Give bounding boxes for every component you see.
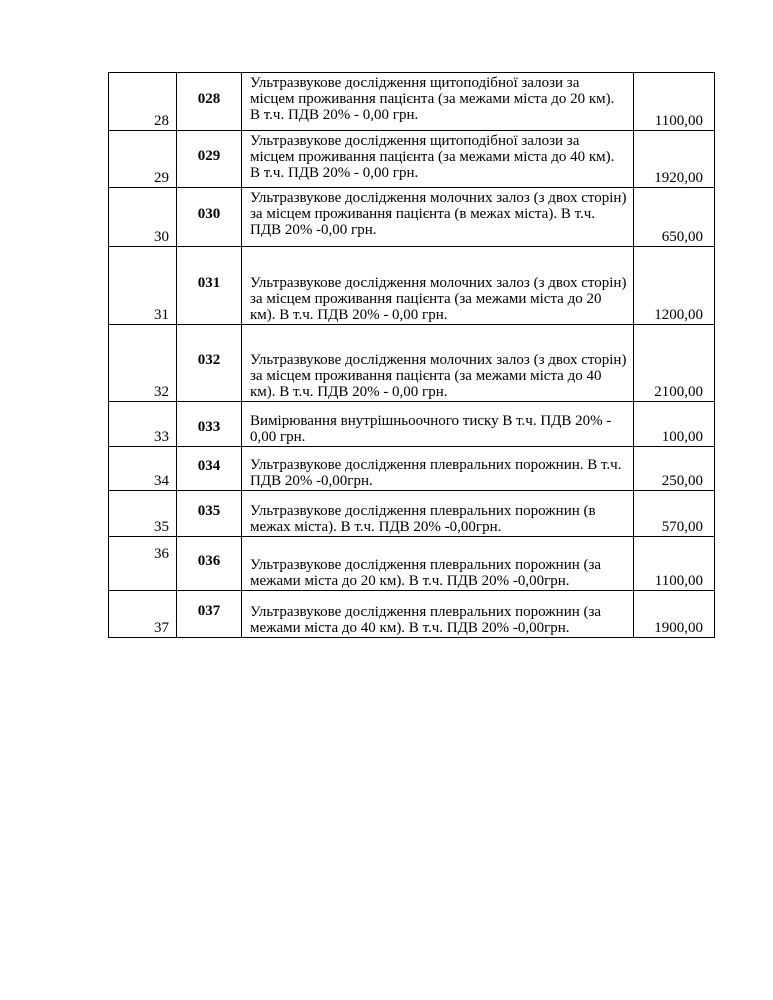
table-row (109, 591, 715, 638)
row-number: 29 (109, 131, 177, 188)
service-price: 250,00 (634, 447, 715, 491)
service-description: Ультразвукове дослідження щитоподібної залози за місцем проживання пацієнта (за межами міста до 20 км). В т.ч. ПДВ 20% - 0,00 грн. (242, 73, 634, 131)
table-row (109, 188, 715, 247)
table-row (109, 447, 715, 491)
table-row (109, 131, 715, 188)
service-price: 1900,00 (634, 591, 715, 638)
table-row (109, 537, 715, 591)
service-price: 1100,00 (634, 537, 715, 591)
row-number: 33 (109, 402, 177, 447)
service-price: 100,00 (634, 402, 715, 447)
service-description: Ультразвукове дослідження плевральних порожнин (в межах міста). В т.ч. ПДВ 20% -0,00грн. (242, 491, 634, 537)
row-number: 36 (109, 537, 177, 591)
service-price: 1920,00 (634, 131, 715, 188)
service-description: Ультразвукове дослідження молочних залоз (з двох сторін) за місцем проживання пацієнта (за межами міста до 40 км). В т.ч. ПДВ 20% - 0,00 грн. (242, 325, 634, 402)
service-price: 2100,00 (634, 325, 715, 402)
service-description: Вимірювання внутрішньоочного тиску В т.ч. ПДВ 20% - 0,00 грн. (242, 402, 634, 447)
service-description: Ультразвукове дослідження плевральних порожнин. В т.ч. ПДВ 20% -0,00грн. (242, 447, 634, 491)
table-row (109, 73, 715, 131)
price-table (108, 72, 715, 638)
service-code: 031 (177, 247, 242, 325)
service-description: Ультразвукове дослідження плевральних порожнин (за межами міста до 20 км). В т.ч. ПДВ 20% -0,00грн. (242, 537, 634, 591)
service-code: 033 (177, 402, 242, 447)
service-code: 030 (177, 188, 242, 247)
service-price: 1100,00 (634, 73, 715, 131)
row-number: 28 (109, 73, 177, 131)
service-price: 650,00 (634, 188, 715, 247)
price-table-body (109, 73, 715, 638)
row-number: 32 (109, 325, 177, 402)
row-number: 37 (109, 591, 177, 638)
service-code: 032 (177, 325, 242, 402)
service-description: Ультразвукове дослідження молочних залоз (з двох сторін) за місцем проживання пацієнта (в межах міста). В т.ч. ПДВ 20% -0,00 грн. (242, 188, 634, 247)
table-row (109, 402, 715, 447)
service-description: Ультразвукове дослідження плевральних порожнин (за межами міста до 40 км). В т.ч. ПДВ 20% -0,00грн. (242, 591, 634, 638)
service-code: 037 (177, 591, 242, 638)
service-code: 028 (177, 73, 242, 131)
table-row (109, 325, 715, 402)
service-code: 034 (177, 447, 242, 491)
service-code: 029 (177, 131, 242, 188)
row-number: 35 (109, 491, 177, 537)
table-row (109, 491, 715, 537)
service-description: Ультразвукове дослідження молочних залоз (з двох сторін) за місцем проживання пацієнта (за межами міста до 20 км). В т.ч. ПДВ 20% - 0,00 грн. (242, 247, 634, 325)
service-code: 036 (177, 537, 242, 591)
service-price: 1200,00 (634, 247, 715, 325)
row-number: 30 (109, 188, 177, 247)
row-number: 34 (109, 447, 177, 491)
table-row (109, 247, 715, 325)
service-price: 570,00 (634, 491, 715, 537)
service-code: 035 (177, 491, 242, 537)
row-number: 31 (109, 247, 177, 325)
service-description: Ультразвукове дослідження щитоподібної залози за місцем проживання пацієнта (за межами міста до 40 км). В т.ч. ПДВ 20% - 0,00 грн. (242, 131, 634, 188)
